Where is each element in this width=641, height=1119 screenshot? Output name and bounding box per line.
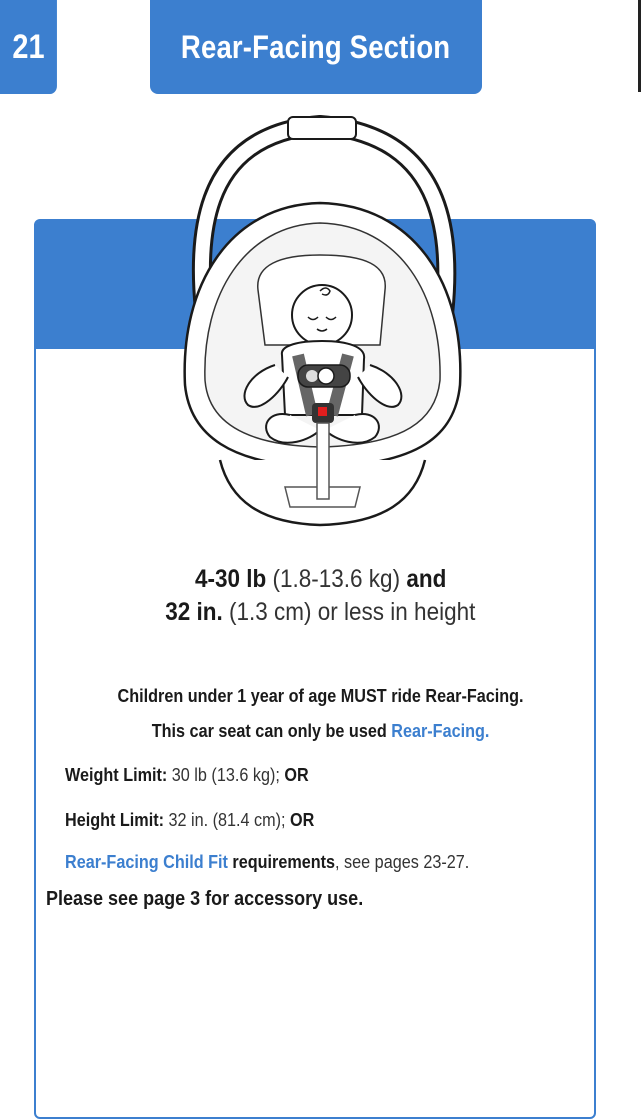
height-label: Height Limit:	[65, 810, 164, 830]
accessory-note	[46, 888, 398, 911]
height-value: 32 in.	[165, 598, 223, 626]
and-word: and	[406, 565, 447, 593]
weight-range: 4-30 lb	[194, 565, 267, 593]
rear-facing-only-note	[0, 721, 641, 742]
weight-or: OR	[284, 765, 309, 785]
rear-facing-link-text: Rear-Facing.	[391, 721, 490, 741]
page-number-tab	[0, 0, 57, 94]
page-number: 21	[12, 27, 45, 66]
only-used-text: This car seat can only be used	[151, 721, 392, 741]
fit-pages: , see pages 23-27.	[335, 852, 470, 872]
under-one-text: Children under 1 year of age MUST ride Rear-Facing.	[117, 686, 524, 706]
height-requirement	[65, 810, 342, 831]
weight-label: Weight Limit:	[65, 765, 168, 785]
fit-requirements-word: requirements	[227, 852, 336, 872]
section-title: Rear-Facing Section	[181, 28, 451, 65]
fit-requirement	[65, 852, 514, 873]
infant-car-seat-illustration	[170, 115, 475, 535]
accessory-text: Please see page 3 for accessory use.	[46, 888, 364, 910]
weight-limit-line	[0, 563, 641, 596]
height-rest: (1.3 cm) or less in height	[222, 598, 476, 626]
height-limit-value: 32 in. (81.4 cm);	[164, 810, 291, 830]
weight-metric: (1.8-13.6 kg)	[266, 565, 407, 593]
height-limit-line	[0, 596, 641, 629]
child-fit-link-text: Rear-Facing Child Fit	[65, 852, 228, 872]
section-tab	[150, 0, 482, 94]
weight-requirement	[65, 765, 336, 786]
height-or: OR	[290, 810, 315, 830]
weight-value: 30 lb (13.6 kg);	[167, 765, 285, 785]
under-one-note	[0, 686, 641, 707]
